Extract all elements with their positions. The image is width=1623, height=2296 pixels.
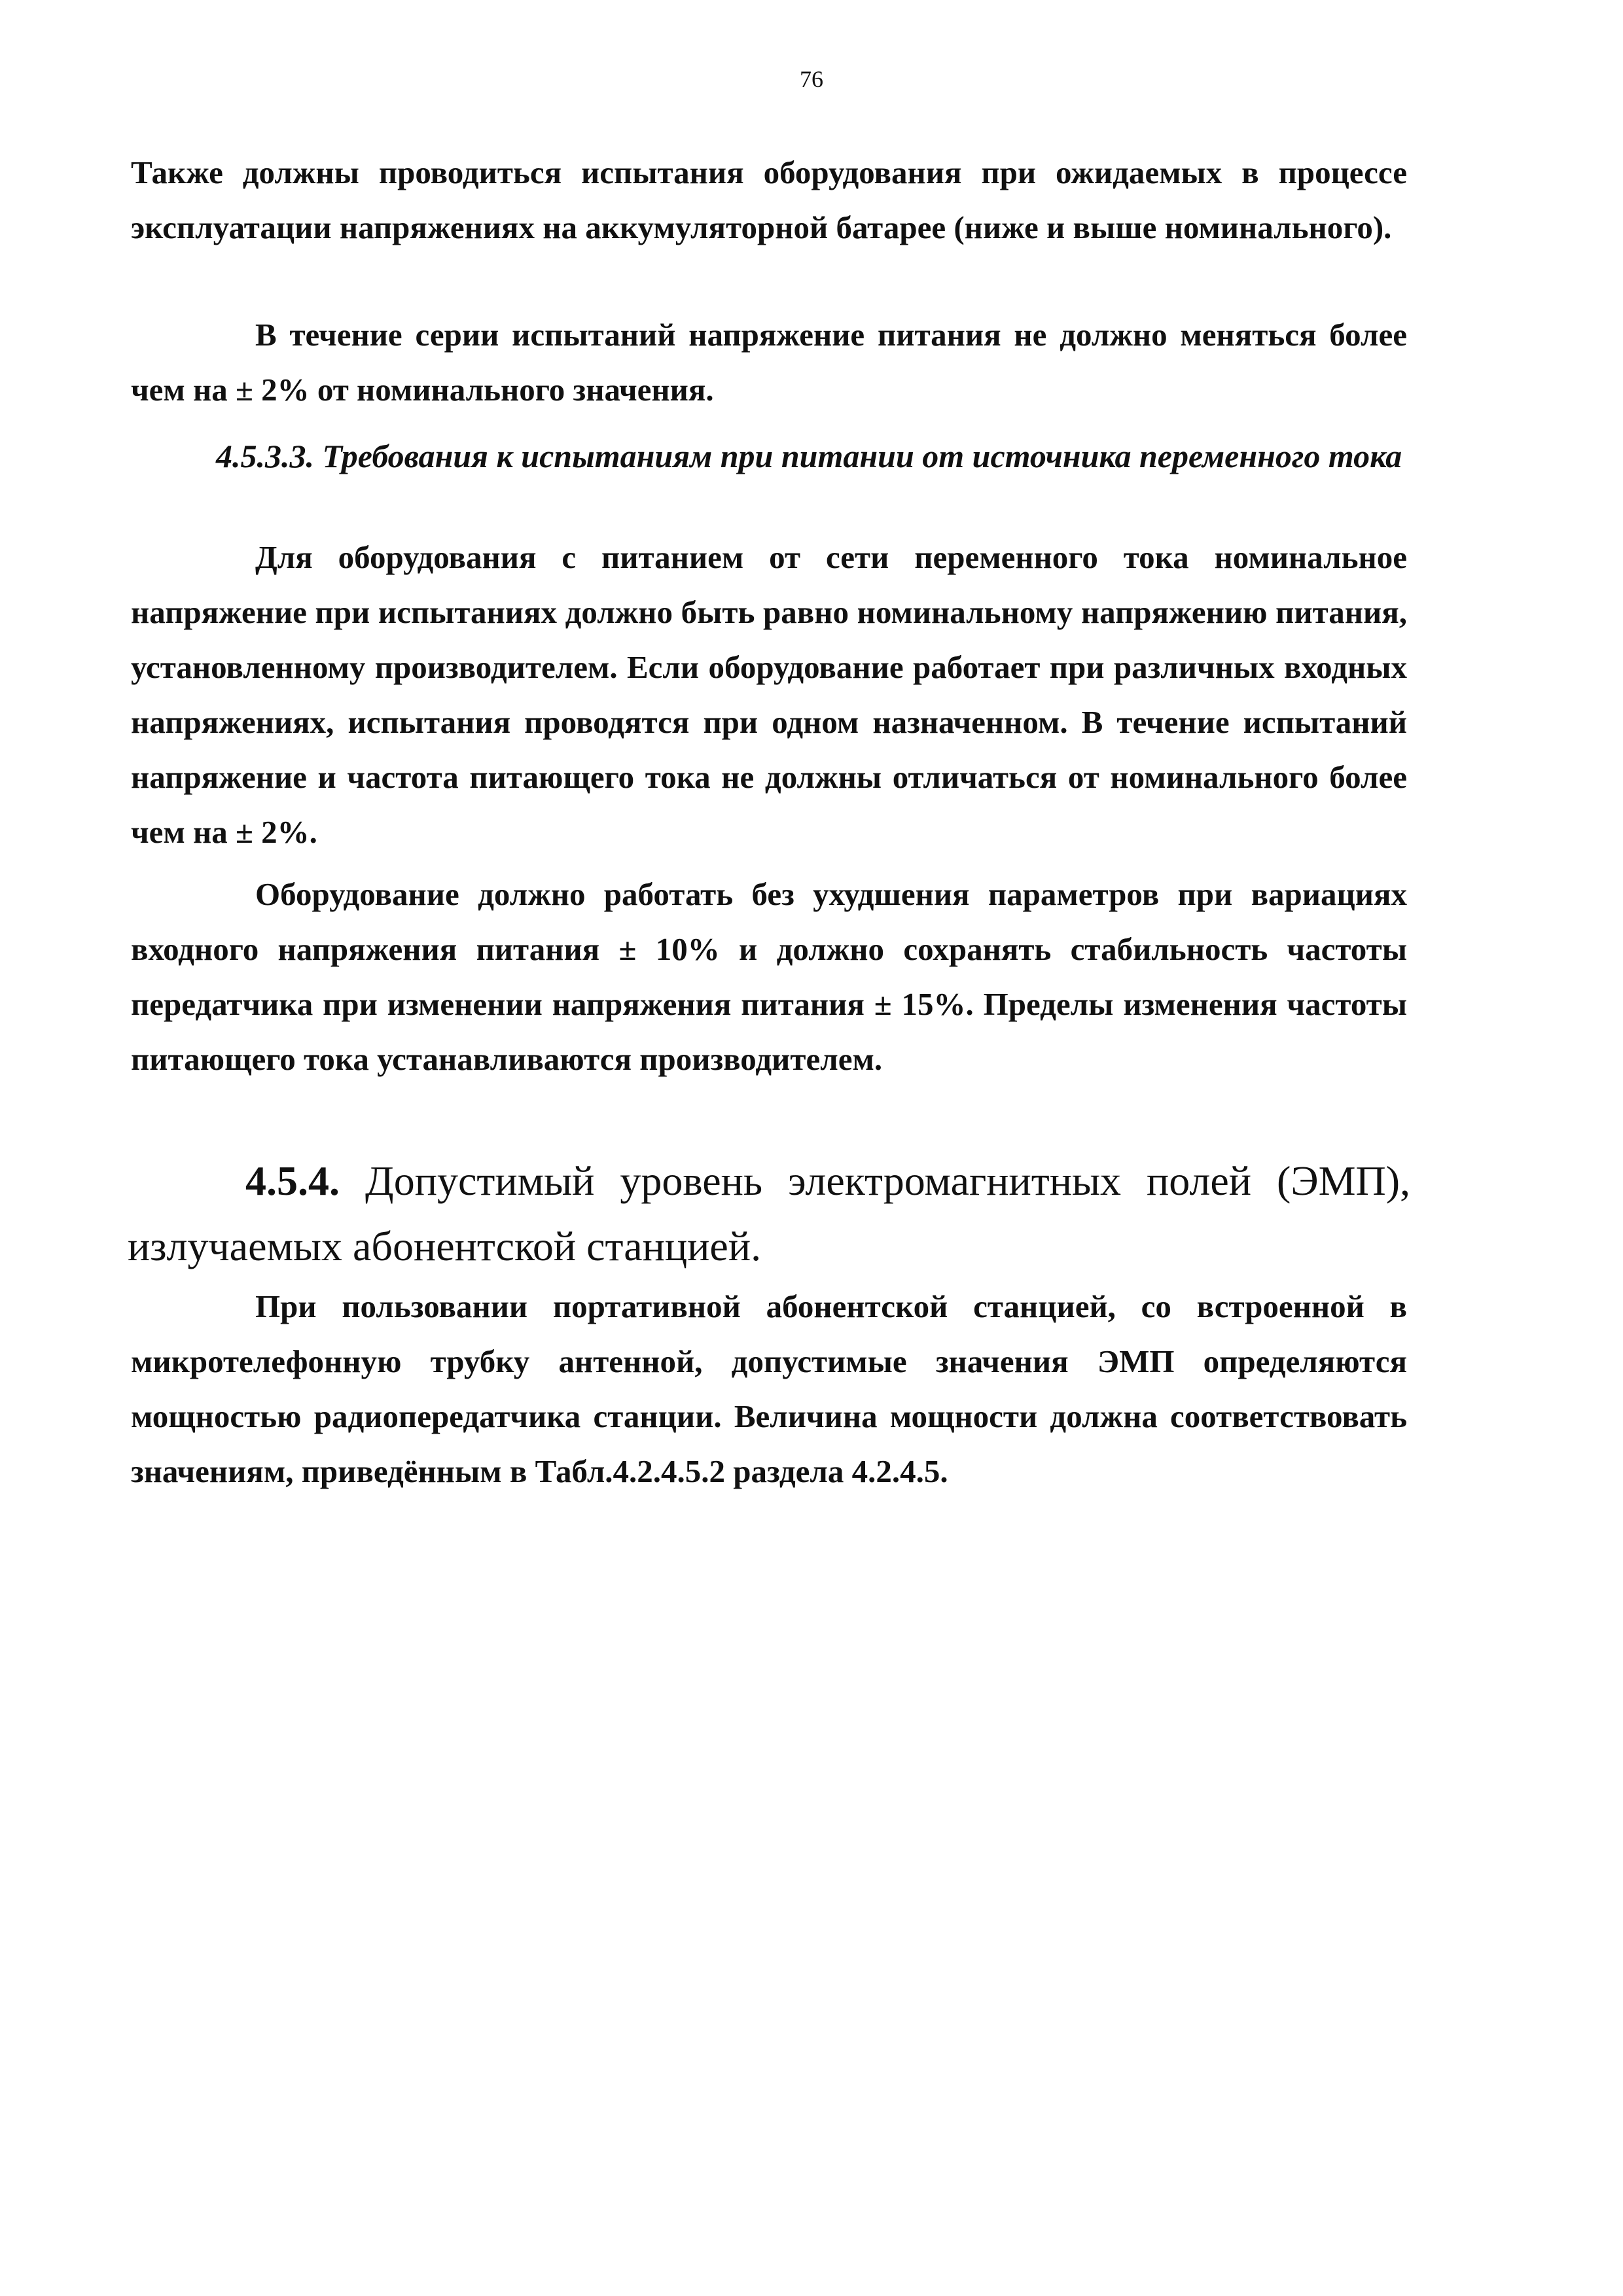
paragraph-voltage-tolerance: В течение серии испытаний напряжение питания не должно меняться более чем на ± 2% от номинального значения.	[131, 317, 1407, 408]
section-heading	[128, 1148, 1410, 1279]
subsection-heading	[216, 429, 1414, 484]
subsection-title: Требования к испытаниям при питании от источника переменного тока	[322, 438, 1402, 474]
subsection-number: 4.5.3.3.	[216, 438, 314, 474]
paragraph-ac-supply: Для оборудования с питанием от сети переменного тока номинальное напряжение при испытаниях должно быть равно номинальному напряжению питания, установленному производителем. Если оборудование работает при различных входных напряжениях, испытания проводятся при одном назначенном. В течение испытаний напряжение и частота питающего тока не должны отличаться от номинального более чем на ± 2%.	[131, 539, 1407, 850]
paragraph-ac-variation: Оборудование должно работать без ухудшения параметров при вариациях входного напряжения питания ± 10% и должно сохранять стабильность частоты передатчика при изменении напряжения питания ± 15%. Пределы изменения частоты питающего тока устанавливаются производителем.	[131, 876, 1407, 1077]
paragraph-emf-limits: При пользовании портативной абонентской станцией, со встроенной в микротелефонную трубку антенной, допустимые значения ЭМП определяются мощностью радиопередатчика станции. Величина мощности должна соответствовать значениям, приведённым в Табл.4.2.4.5.2 раздела 4.2.4.5.	[131, 1288, 1407, 1489]
section-number: 4.5.4.	[245, 1157, 340, 1204]
section-title: Допустимый уровень электромагнитных полей (ЭМП), излучаемых абонентской станцией.	[128, 1157, 1410, 1269]
paragraph-battery-voltage: Также должны проводиться испытания оборудования при ожидаемых в процессе эксплуатации напряжениях на аккумуляторной батарее (ниже и выше номинального).	[131, 154, 1407, 245]
page-number: 76	[800, 66, 823, 92]
